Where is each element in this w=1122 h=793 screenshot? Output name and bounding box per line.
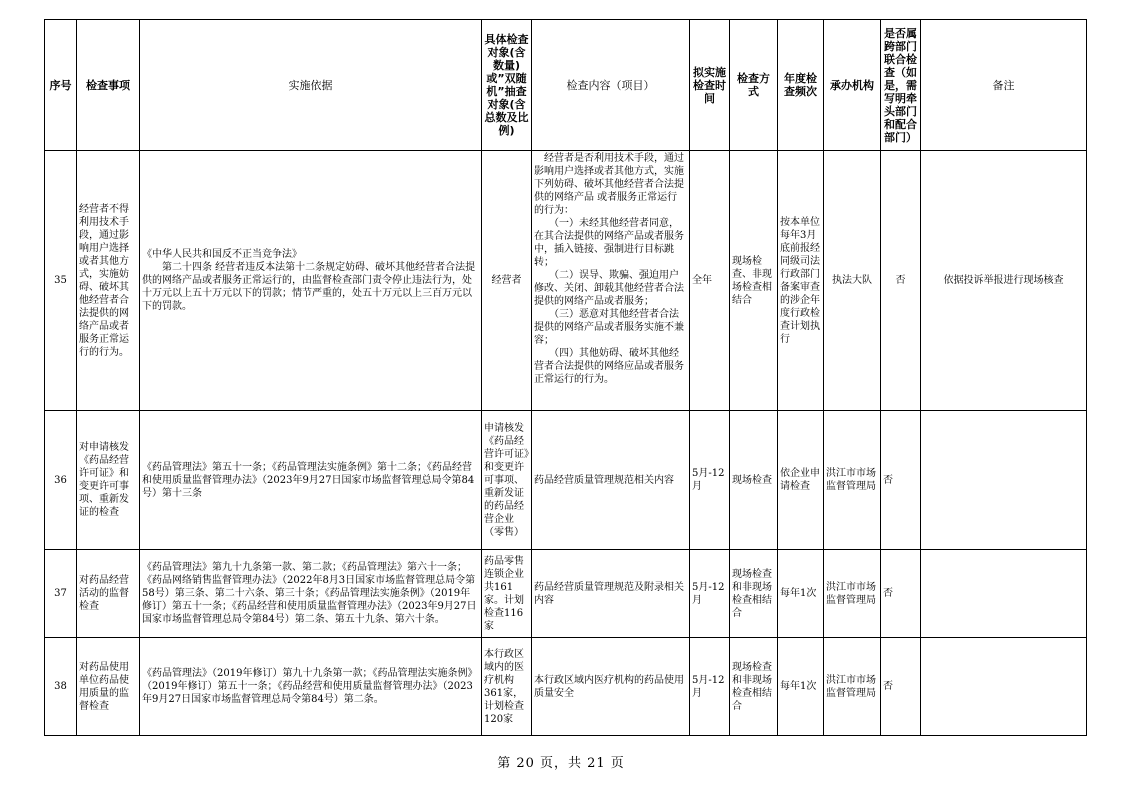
row-target: 本行政区域内的医疗机构361家，计划检查120家 — [482, 638, 532, 736]
inspection-table — [44, 19, 1087, 736]
row-remark — [921, 550, 1087, 638]
row-no: 38 — [45, 638, 77, 736]
row-content: 药品经营质量管理规范相关内容 — [532, 411, 690, 550]
row-frequency: 每年1次 — [778, 550, 824, 638]
row-time: 5月-12月 — [690, 550, 730, 638]
row-time: 全年 — [690, 151, 730, 411]
table-row — [45, 411, 1087, 550]
header-basis: 实施依据 — [140, 20, 482, 151]
header-content: 检查内容（项目） — [532, 20, 690, 151]
table-row — [45, 151, 1087, 411]
row-time: 5月-12月 — [690, 638, 730, 736]
row-basis: 《药品管理法》第九十九条第一款、第二款；《药品管理法》第六十一条；《药品网络销售监督管理办法》（2022年8月3日国家市场监督管理总局令第58号）第三条、第二十六条、第三十条；《药品管理法实施条例》（2019年修订）第五十一条；《药品经营和使用质量监督管理办法》（2023年9月27日国家市场监督管理总局令第84号）第二条、第五十九条、第六十条。 — [140, 550, 482, 638]
row-target: 药品零售连锁企业共161家。计划检查116家 — [482, 550, 532, 638]
row-method: 现场检查、非现场检查相结合 — [730, 151, 778, 411]
row-frequency: 每年1次 — [778, 638, 824, 736]
row-basis: 《药品管理法》（2019年修订）第九十九条第一款；《药品管理法实施条例》（2019年修订）第五十一条；《药品经营和使用质量监督管理办法》（2023年9月27日国家市场监督管理总局令第84号）第二条。 — [140, 638, 482, 736]
row-content: 药品经营质量管理规范及附录相关内容 — [532, 550, 690, 638]
row-content: 经营者是否利用技术手段，通过影响用户选择或者其他方式，实施下列妨碍、破坏其他经营者合法提供的网络产品 或者服务正常运行的行为： （一）未经其他经营者同意，在其合法提供的网络产品或者服务中，插入链接、强制进行目标跳转； （二）误导、欺骗、强迫用户修改、关闭、卸载其他经营者合法提供的网络产品或者服务； （三）恶意对其他经营者合法提供的网络产品或者服务实施不兼容； （四）其他妨碍、破坏其他经营者合法提供的网络应品或者服务正常运行的行为。 — [532, 151, 690, 411]
header-frequency: 年度检查频次 — [778, 20, 824, 151]
row-no: 35 — [45, 151, 77, 411]
row-content: 本行政区域内医疗机构的药品使用质量安全 — [532, 638, 690, 736]
row-agency: 洪江市市场监督管理局 — [824, 550, 881, 638]
header-target: 具体检查对象(含数量)或”双随机”抽查对象(含总数及比例) — [482, 20, 532, 151]
row-joint: 否 — [881, 550, 921, 638]
row-basis: 《药品管理法》第五十一条；《药品管理法实施条例》第十二条；《药品经营和使用质量监督管理办法》（2023年9月27日国家市场监督管理总局令第84号）第十三条 — [140, 411, 482, 550]
header-method: 检查方式 — [730, 20, 778, 151]
row-joint: 否 — [881, 151, 921, 411]
row-item: 对申请核发《药品经营许可证》和变更许可事项、重新发证的检查 — [77, 411, 140, 550]
header-no: 序号 — [45, 20, 77, 151]
row-target: 申请核发《药品经营许可证》和变更许可事项、重新发证的药品经营企业（零售） — [482, 411, 532, 550]
row-remark: 依据投诉举报进行现场核查 — [921, 151, 1087, 411]
header-item: 检查事项 — [77, 20, 140, 151]
row-joint: 否 — [881, 411, 921, 550]
row-method: 现场检查和非现场检查相结合 — [730, 550, 778, 638]
header-remark: 备注 — [921, 20, 1087, 151]
row-item: 经营者不得利用技术手段，通过影响用户选择或者其他方式，实施妨碍、破坏其他经营者合法提供的网络产品或者服务正常运行的行为。 — [77, 151, 140, 411]
header-agency: 承办机构 — [824, 20, 881, 151]
row-no: 36 — [45, 411, 77, 550]
header-joint: 是否属跨部门联合检查（如是，需写明牵头部门和配合部门） — [881, 20, 921, 151]
page-number: 第 20 页，共 21 页 — [497, 756, 625, 771]
row-agency: 洪江市市场监督管理局 — [824, 638, 881, 736]
row-time: 5月-12月 — [690, 411, 730, 550]
row-frequency: 按本单位每年3月底前报经同级司法行政部门备案审查的涉企年度行政检查计划执行 — [778, 151, 824, 411]
table-row — [45, 550, 1087, 638]
row-agency: 洪江市市场监督管理局 — [824, 411, 881, 550]
row-joint: 否 — [881, 638, 921, 736]
header-row — [45, 20, 1087, 151]
row-target: 经营者 — [482, 151, 532, 411]
row-remark — [921, 638, 1087, 736]
table-row — [45, 638, 1087, 736]
row-method: 现场检查和非现场检查相结合 — [730, 638, 778, 736]
row-no: 37 — [45, 550, 77, 638]
row-method: 现场检查 — [730, 411, 778, 550]
row-item: 对药品使用单位药品使用质量的监督检查 — [77, 638, 140, 736]
row-remark — [921, 411, 1087, 550]
row-basis: 《中华人民共和国反不正当竞争法》 第二十四条 经营者违反本法第十二条规定妨碍、破坏其他经营者合法提供的网络产品或者服务正常运行的，由监督检查部门责令停止违法行为，处十万元以上五十万元以下的罚款；情节严重的，处五十万元以上三百万元以下的罚款。 — [140, 151, 482, 411]
row-agency: 执法大队 — [824, 151, 881, 411]
row-frequency: 依企业申请检查 — [778, 411, 824, 550]
header-time: 拟实施检查时间 — [690, 20, 730, 151]
row-item: 对药品经营活动的监督检查 — [77, 550, 140, 638]
